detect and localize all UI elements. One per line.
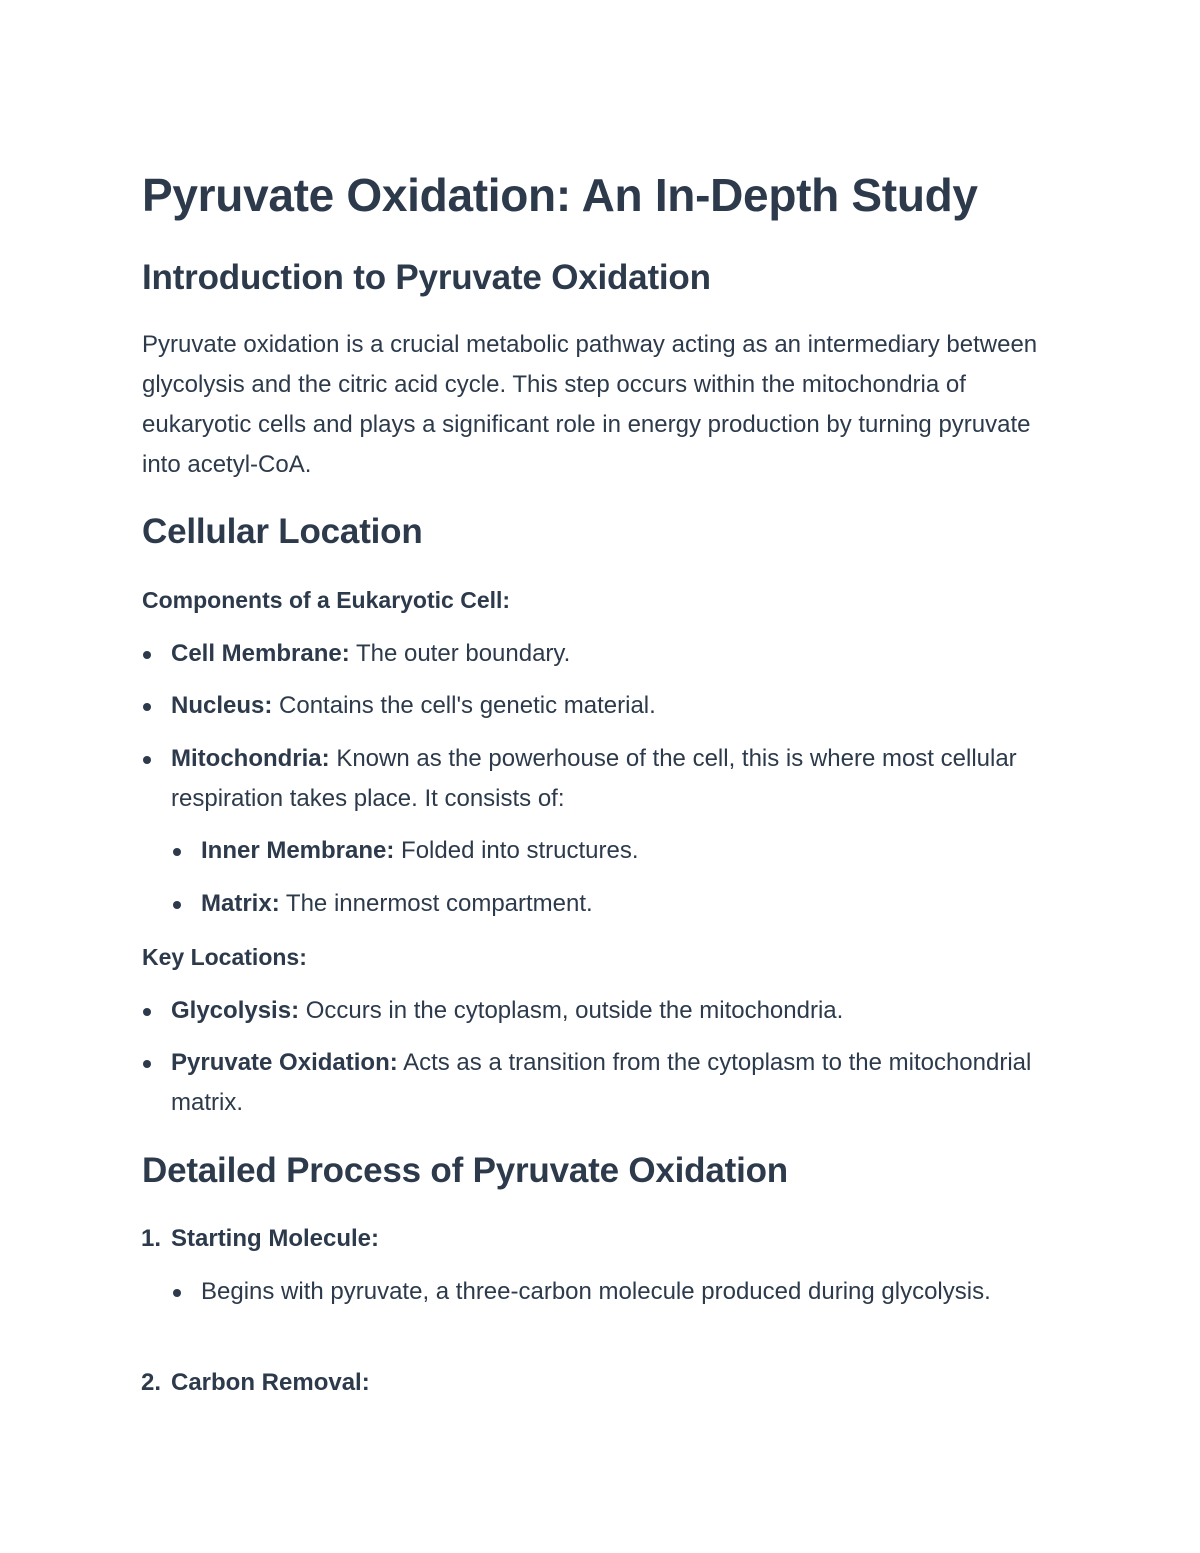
components-label: Components of a Eukaryotic Cell:: [142, 587, 511, 613]
key-locations-label: Key Locations:: [142, 944, 307, 970]
list-item-term: Cell Membrane:: [171, 640, 350, 667]
list-item-term: Carbon Removal:: [171, 1369, 370, 1396]
bullet-dot: [143, 756, 151, 764]
list-item-cell-membrane: [171, 634, 1066, 674]
numbered-item-starting-molecule: [141, 1219, 1066, 1259]
list-item-term: Starting Molecule:: [171, 1225, 380, 1252]
list-item-glycolysis: [171, 991, 1066, 1031]
list-item-desc: Begins with pyruvate, a three-carbon molecule produced during glycolysis.: [201, 1278, 991, 1305]
bullet-dot: [173, 901, 181, 909]
intro-paragraph: Pyruvate oxidation is a crucial metabolic pathway acting as an intermediary between glycolysis and the citric acid cycle. This step occurs within the mitochondria of eukaryotic cells and plays a significant role in energy production by turning pyruvate into acetyl-CoA.: [142, 331, 1038, 478]
list-item-term: Matrix:: [201, 890, 280, 917]
bullet-dot: [143, 651, 151, 659]
list-item-term: Nucleus:: [171, 692, 273, 719]
cellular-location-heading: Cellular Location: [142, 512, 423, 551]
document-title: Pyruvate Oxidation: An In-Depth Study: [142, 169, 978, 221]
list-item-mitochondria: [171, 739, 1066, 819]
list-item-desc: The innermost compartment.: [279, 890, 593, 917]
list-item-starting-molecule-detail: [201, 1272, 1066, 1312]
list-item-term: Mitochondria:: [171, 745, 330, 772]
list-item-term: Pyruvate Oxidation:: [171, 1049, 398, 1076]
list-item-term: Glycolysis:: [171, 997, 300, 1024]
list-item-desc: Occurs in the cytoplasm, outside the mitochondria.: [299, 997, 844, 1024]
bullet-dot: [173, 1289, 181, 1297]
list-item-desc: Folded into structures.: [394, 837, 639, 864]
numbered-item-carbon-removal: [141, 1363, 1066, 1403]
list-item-desc: The outer boundary.: [349, 640, 571, 667]
list-item-desc: Contains the cell's genetic material.: [272, 692, 656, 719]
intro-heading: Introduction to Pyruvate Oxidation: [142, 258, 711, 297]
bullet-dot: [143, 703, 151, 711]
list-item-nucleus: [171, 686, 1066, 726]
list-item-desc: Known as the powerhouse of the cell, this is where most cellular respiration takes place. It consists of:: [171, 745, 1017, 812]
list-item-desc: Acts as a transition from the cytoplasm to the mitochondrial matrix.: [171, 1049, 1032, 1116]
list-item-term: Inner Membrane:: [201, 837, 395, 864]
detailed-process-heading: Detailed Process of Pyruvate Oxidation: [142, 1151, 788, 1190]
list-item-pyruvate-oxidation: [171, 1043, 1066, 1123]
bullet-dot: [173, 848, 181, 856]
bullet-dot: [143, 1008, 151, 1016]
list-item-inner-membrane: [201, 831, 1066, 871]
list-number: 2.: [141, 1369, 162, 1396]
list-item-matrix: [201, 884, 1066, 924]
bullet-dot: [143, 1060, 151, 1068]
list-number: 1.: [141, 1225, 162, 1252]
